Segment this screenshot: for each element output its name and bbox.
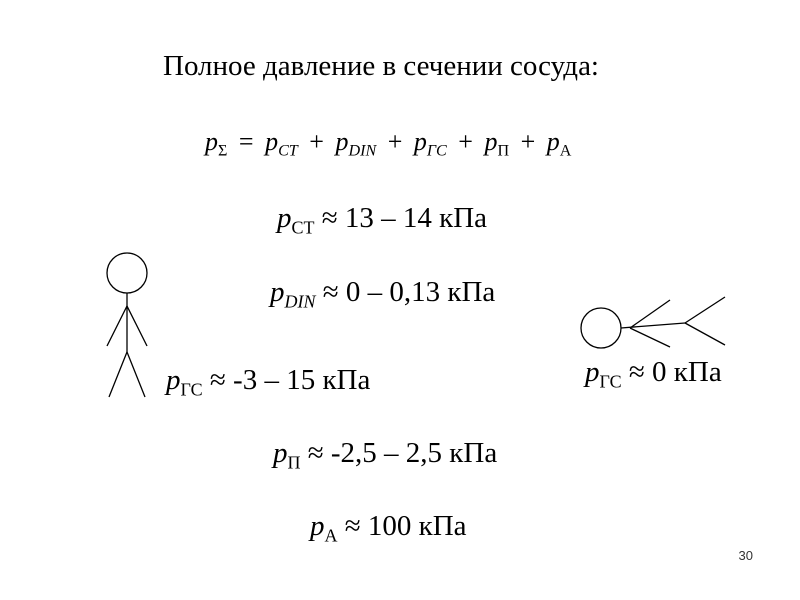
estimate-value: ≈ 0 – 0,13 кПа (322, 276, 496, 308)
formula-p-ct: p (265, 127, 279, 156)
estimate-subscript: CT (291, 217, 315, 238)
formula-sub-din: DIN (348, 142, 377, 160)
formula-sub-ct: CT (278, 142, 298, 160)
formula-plus-3: + (458, 127, 473, 156)
estimate-p-symbol: p (166, 364, 181, 396)
formula-sub-a: А (559, 142, 572, 160)
formula-plus-1: + (309, 127, 324, 156)
page-number: 30 (738, 548, 753, 563)
formula-p-a: p (546, 127, 560, 156)
formula-sub-total: Σ (218, 142, 228, 160)
estimate-p-symbol: p (585, 356, 600, 388)
estimate-p-symbol: p (273, 437, 288, 469)
formula-plus-4: + (520, 127, 536, 156)
estimate-p-symbol: p (310, 510, 325, 542)
estimate-value: ≈ 0 кПа (628, 356, 722, 388)
estimate-subscript: ГС (180, 379, 203, 400)
estimate-value: ≈ 100 кПа (344, 510, 467, 542)
formula-sub-gs: ГС (426, 142, 447, 160)
estimate-subscript: DIN (284, 291, 316, 312)
estimate-subscript: А (324, 525, 338, 546)
formula-p-total: p (205, 127, 218, 156)
stick-figure-plant (581, 297, 725, 348)
estimate-subscript: ГС (599, 371, 622, 392)
estimate-value: ≈ -2,5 – 2,5 кПа (307, 437, 498, 469)
formula-equals: = (238, 127, 254, 156)
estimate-p-symbol: p (277, 202, 292, 234)
slide-title: Полное давление в сечении сосуда: (163, 50, 599, 82)
estimate-value: ≈ 13 – 14 кПа (321, 202, 488, 234)
formula-plus-2: + (387, 127, 403, 156)
stick-figure-human (107, 253, 147, 397)
estimate-p-symbol: p (270, 276, 285, 308)
formula-p-gs: p (413, 127, 427, 156)
formula-p-din: p (335, 127, 349, 156)
estimate-value: ≈ -3 – 15 кПа (209, 364, 371, 396)
formula-sub-p: П (497, 142, 510, 160)
estimate-subscript: П (287, 452, 301, 473)
formula-p-p: p (484, 127, 498, 156)
